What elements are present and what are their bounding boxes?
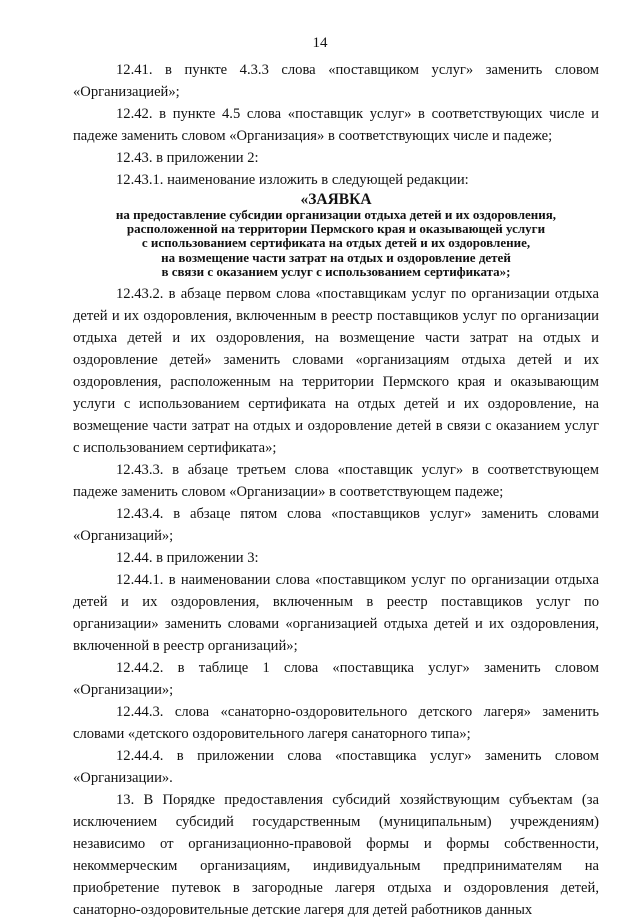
application-title-line: на предоставление субсидии организации отдыха детей и их оздоровления,	[115, 207, 557, 222]
paragraph-12-43-1: 12.43.1. наименование изложить в следующей редакции:	[116, 172, 469, 188]
application-title-line: на возмещение части затрат на отдых и оздоровление детей	[161, 249, 511, 265]
application-title	[73, 192, 599, 279]
paragraph-13: 13. В Порядке предоставления субсидий хозяйствующим субъектам (за исключением субсидий государственным (муниципальным) учреждениям) независимо от организационно-правовой формы и формы собственности, некоммерческим организациям, индивидуальным предпринимателям на приобретение путевок в загородные лагеря отдыха и оздоровления детей, санаторно-оздоровительные детские лагеря для детей работников данных	[73, 792, 599, 919]
paragraph-12-44: 12.44. в приложении 3:	[116, 550, 259, 567]
paragraph-12-43: 12.43. в приложении 2:	[116, 150, 259, 166]
paragraph-12-44-4: 12.44.4. в приложении слова «поставщика услуг» заменить словом «Организации».	[73, 748, 599, 787]
document-body	[73, 59, 599, 921]
application-title-line: расположенной на территории Пермского края и оказывающей услуги	[126, 221, 546, 237]
page-number: 14	[312, 35, 328, 51]
paragraph-12-41: 12.41. в пункте 4.3.3 слова «поставщиком услуг» заменить словом «Организацией»;	[73, 62, 599, 100]
paragraph-12-42: 12.42. в пункте 4.5 слова «поставщик услуг» в соответствующих числе и падеже заменить словом «Организация» в соответствующих числе и падеже;	[73, 106, 599, 144]
application-title-heading: «ЗАЯВКА	[300, 191, 372, 208]
paragraph-12-43-3: 12.43.3. в абзаце третьем слова «поставщик услуг» в соответствующем падеже заменить словом «Организации» в соответствующем падеже;	[73, 462, 599, 501]
application-title-line: в связи с оказанием услуг с использованием сертификата»;	[161, 263, 511, 279]
application-title-line: с использованием сертификата на отдых детей и их оздоровление,	[141, 235, 531, 251]
paragraph-12-44-2: 12.44.2. в таблице 1 слова «поставщика услуг» заменить словом «Организации»;	[73, 660, 599, 699]
paragraph-12-43-2: 12.43.2. в абзаце первом слова «поставщикам услуг по организации отдыха детей и их оздоровления, включенным в реестр поставщиков услуг по организации отдыха детей и их оздоровления, на возмещение части затрат на отдых и оздоровление детей» заменить словами «организациям отдыха детей и их оздоровления, расположенным на территории Пермского края и оказывающим услуги с использованием сертификата на отдых детей и их оздоровление, на возмещение части затрат на отдых и оздоровление детей в связи с оказанием услуг с использованием сертификата»;	[73, 286, 599, 457]
paragraph-12-43-4: 12.43.4. в абзаце пятом слова «поставщиков услуг» заменить словами «Организаций»;	[73, 506, 599, 545]
paragraph-12-44-3: 12.44.3. слова «санаторно-оздоровительного детского лагеря» заменить словами «детского оздоровительного лагеря санаторного типа»;	[73, 704, 599, 743]
paragraph-12-44-1: 12.44.1. в наименовании слова «поставщиком услуг по организации отдыха детей и их оздоровления, включенным в реестр поставщиков услуг по организации» заменить словами «организацией отдыха детей и их оздоровления, включенной в реестр организаций»;	[73, 572, 599, 655]
